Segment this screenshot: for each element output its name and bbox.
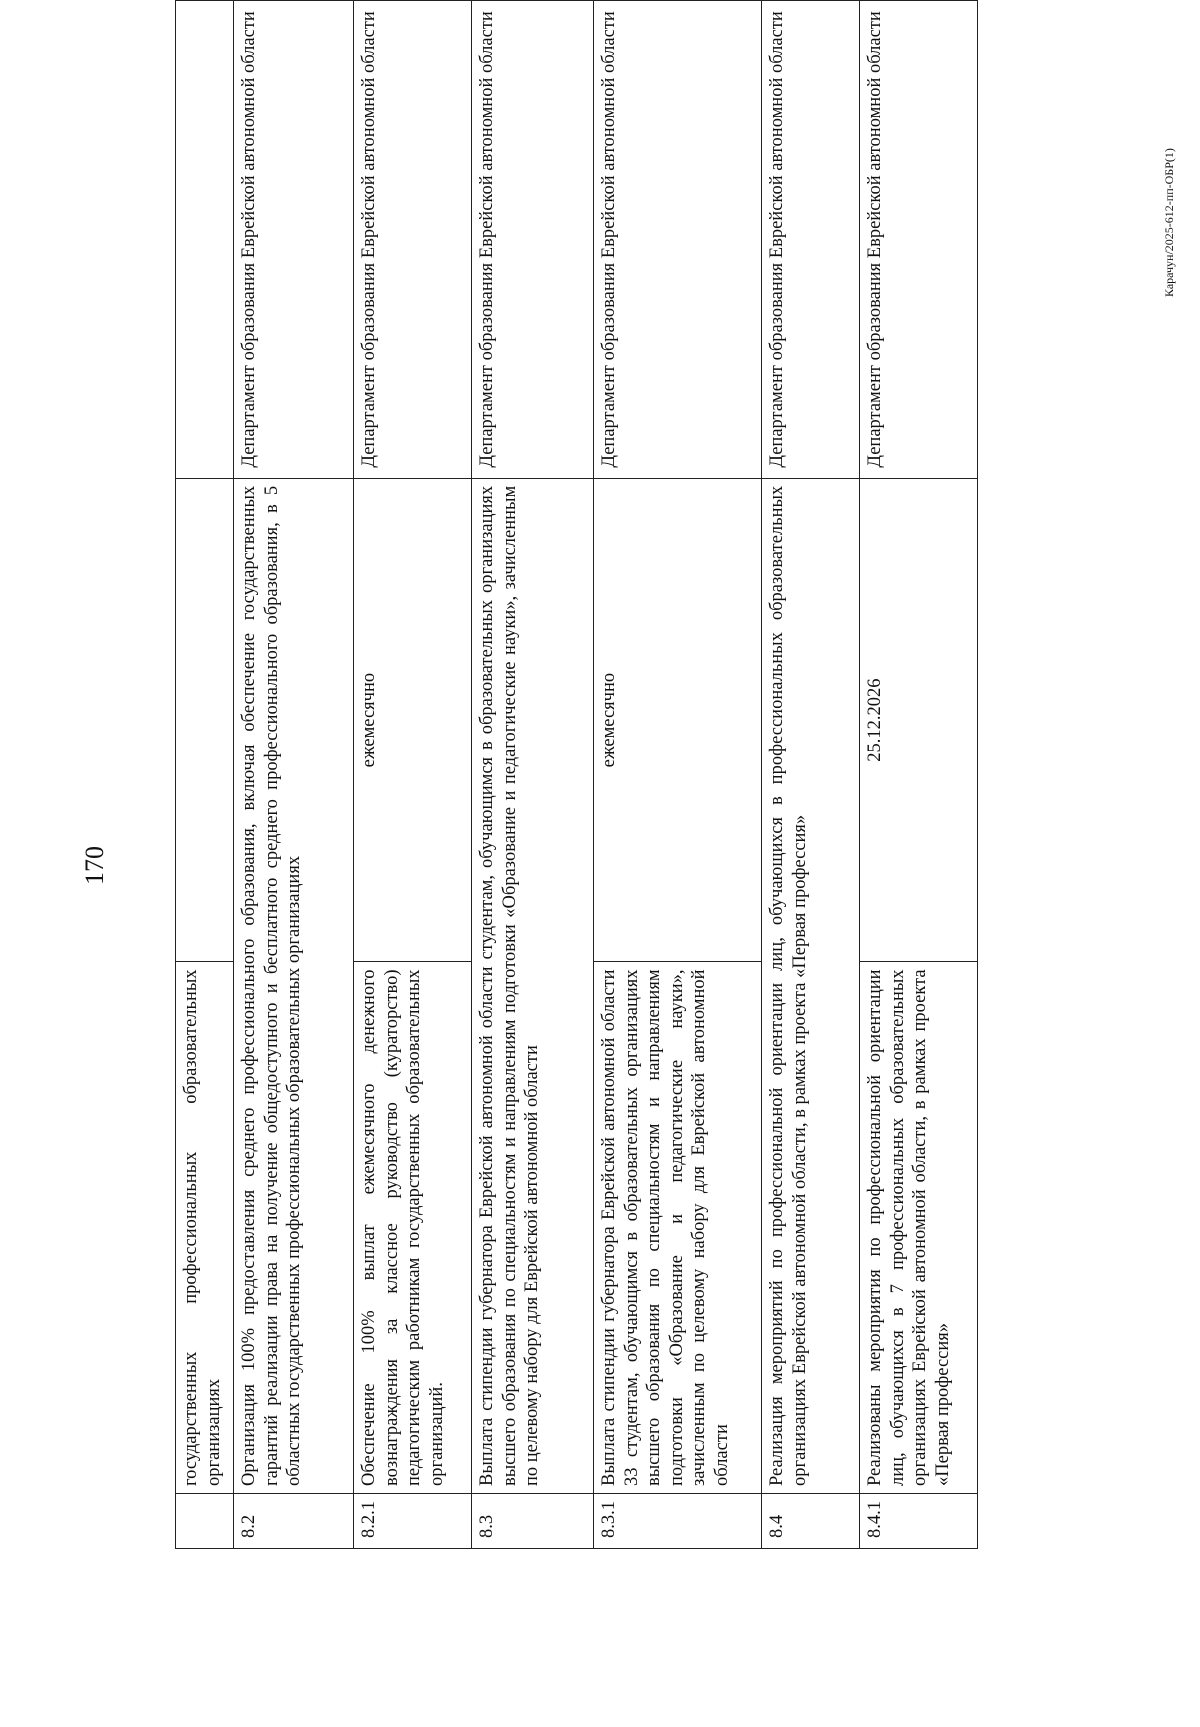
table-row <box>472 1 594 1549</box>
table-row <box>594 1 762 1549</box>
row-date: 25.12.2026 <box>860 478 978 962</box>
row-date: ежемесячно <box>354 478 472 962</box>
plan-table <box>175 0 978 1549</box>
row-number <box>176 1494 234 1549</box>
row-number: 8.4 <box>762 1494 860 1549</box>
document-registration-code: Карачун/2025-612-пп-ОБР(1) <box>1162 148 1176 297</box>
row-number: 8.3.1 <box>594 1494 762 1549</box>
table-row <box>176 1 234 1549</box>
table-row <box>354 1 472 1549</box>
row-responsible: Департамент образования Еврейской автономной области <box>762 1 860 479</box>
row-description: Обеспечение 100% выплат ежемесячного денежного вознаграждения за классное руководство (кураторство) педагогическим работникам государственных образовательных организаций. <box>354 962 472 1494</box>
row-description: государственных профессиональных образовательных организациях <box>176 962 234 1494</box>
row-number: 8.2 <box>234 1494 354 1549</box>
row-description: Выплата стипендии губернатора Еврейской автономной области студентам, обучающимся в образовательных организациях высшего образования по специальностям и направлениям подготовки «Образование и педагогические науки», зачисленным по целевому набору для Еврейской автономной области <box>472 478 594 1493</box>
row-responsible: Департамент образования Еврейской автономной области <box>594 1 762 479</box>
row-responsible: Департамент образования Еврейской автономной области <box>472 1 594 479</box>
row-responsible: Департамент образования Еврейской автономной области <box>860 1 978 479</box>
table-row <box>762 1 860 1549</box>
row-date <box>176 478 234 962</box>
row-description: Реализация мероприятий по профессиональной ориентации лиц, обучающихся в профессиональных образовательных организациях Еврейской автономной области, в рамках проекта «Первая профессия» <box>762 478 860 1493</box>
row-responsible <box>176 1 234 479</box>
table-row <box>860 1 978 1549</box>
table-row <box>234 1 354 1549</box>
row-number: 8.2.1 <box>354 1494 472 1549</box>
row-responsible: Департамент образования Еврейской автономной области <box>234 1 354 479</box>
row-description: Организация 100% предоставления среднего профессионального образования, включая обеспечение государственных гарантий реализации права на получение общедоступного и бесплатного среднего профессионального образования, в 5 областных государственных профессиональных образовательных организациях <box>234 478 354 1493</box>
row-description: Выплата стипендии губернатора Еврейской автономной области 33 студентам, обучающимся в образовательных организациях высшего образования по специальностям и направлениям подготовки «Образование и педагогические науки», зачисленным по целевому набору для Еврейской автономной области <box>594 962 762 1494</box>
row-date: ежемесячно <box>594 478 762 962</box>
row-number: 8.3 <box>472 1494 594 1549</box>
row-number: 8.4.1 <box>860 1494 978 1549</box>
page-number: 170 <box>80 846 109 885</box>
row-description: Реализованы мероприятия по профессиональной ориентации лиц, обучающихся в 7 профессиональных образовательных организациях Еврейской автономной области, в рамках проекта «Первая профессия» <box>860 962 978 1494</box>
row-responsible: Департамент образования Еврейской автономной области <box>354 1 472 479</box>
